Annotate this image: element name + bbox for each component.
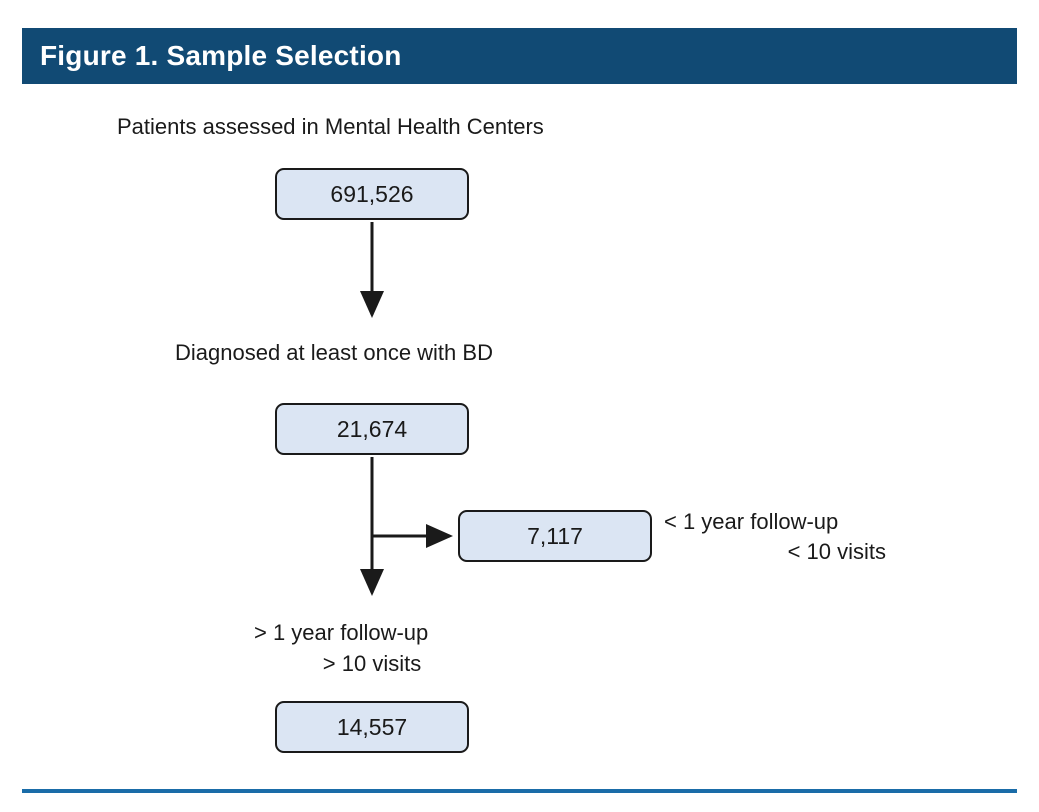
caption-diagnosed-bd: Diagnosed at least once with BD — [175, 340, 493, 365]
figure-title: Figure 1. Sample Selection — [40, 40, 402, 71]
node-box-assessed: 691,526 — [275, 168, 469, 220]
node-box-diagnosed: 21,674 — [275, 403, 469, 455]
figure-title-bar — [22, 28, 1017, 84]
caption-included-line2: > 10 visits — [322, 651, 422, 676]
caption-included-line1: > 1 year follow-up — [254, 620, 429, 645]
node-box-excluded: 7,117 — [458, 510, 652, 562]
caption-patients-assessed: Patients assessed in Mental Health Centers — [117, 114, 544, 139]
node-box-included: 14,557 — [275, 701, 469, 753]
caption-excluded-line1: < 1 year follow-up — [664, 509, 839, 534]
figure-bottom-rule — [22, 789, 1017, 793]
caption-excluded-line2: < 10 visits — [787, 539, 886, 564]
